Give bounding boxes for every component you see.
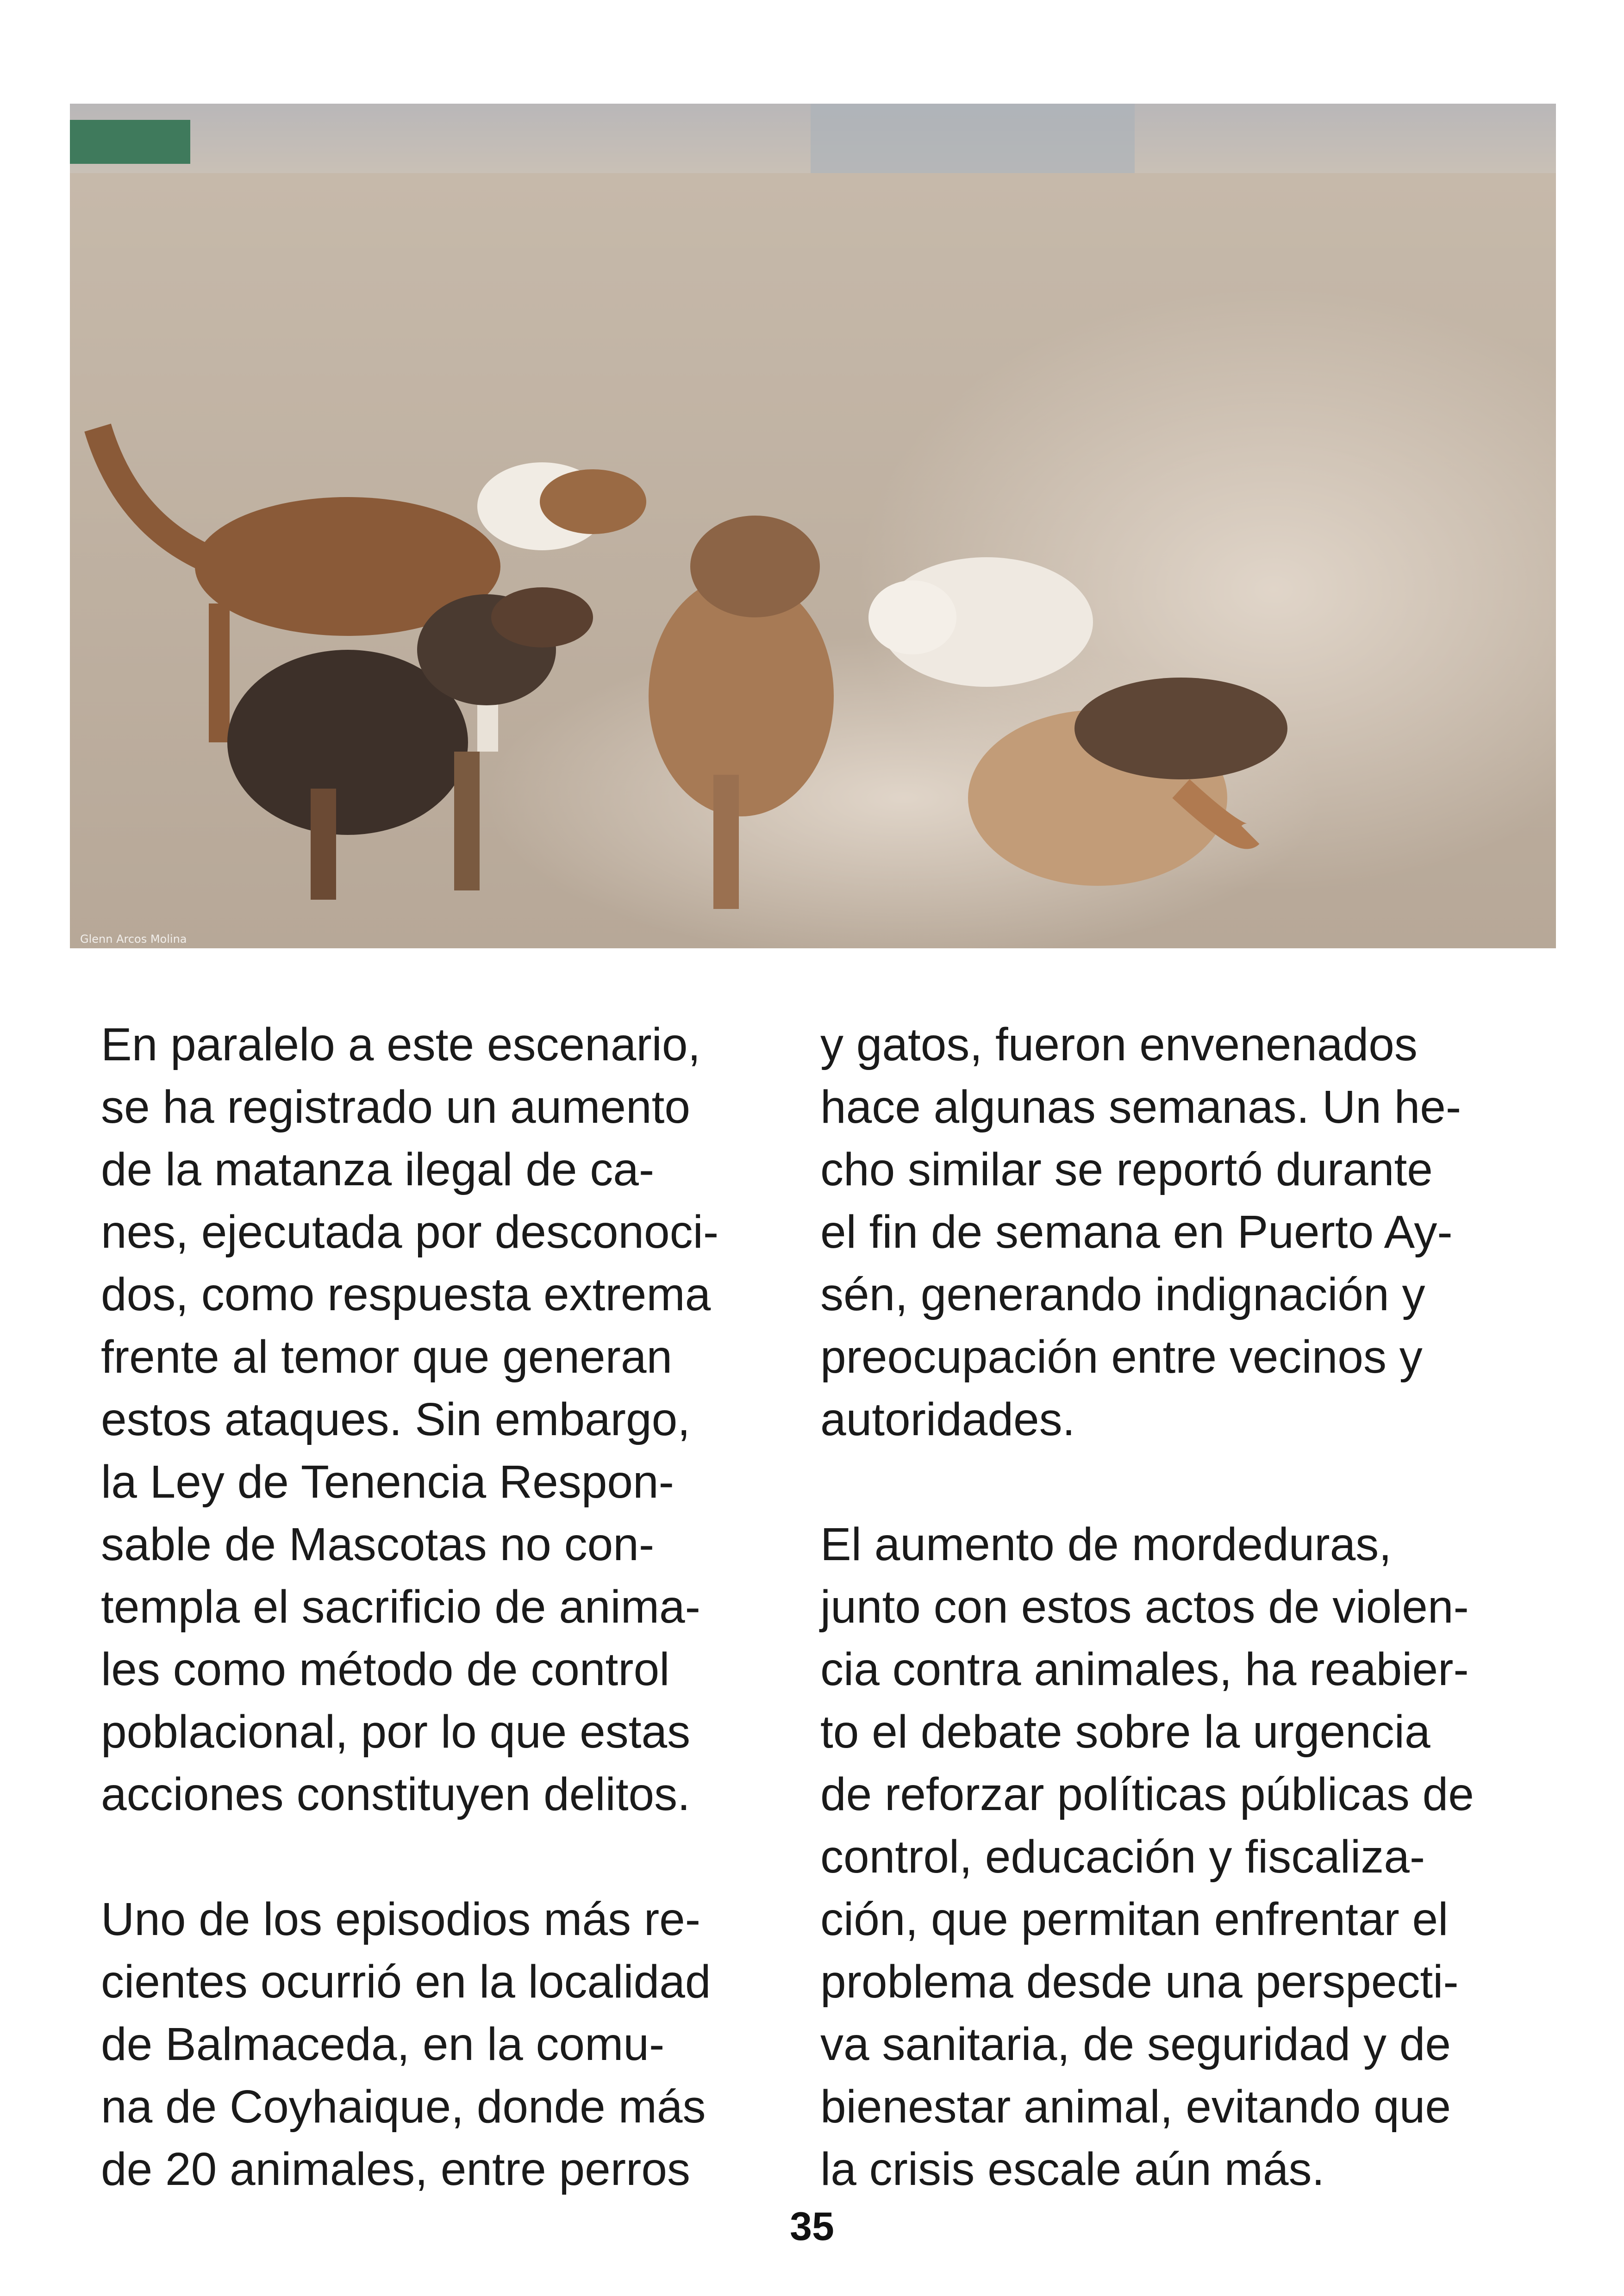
paragraph: [820, 1513, 1533, 2201]
text-line: la crisis escale aún más.: [820, 2143, 1325, 2195]
text-line: preocupación entre vecinos y: [820, 1331, 1423, 1383]
page-number: 35: [790, 2204, 834, 2249]
text-line: na de Coyhaique, donde más: [101, 2081, 706, 2133]
text-line: El aumento de mordeduras,: [820, 1518, 1392, 1570]
text-line: acciones constituyen delitos.: [101, 1768, 690, 1820]
text-line: control, educación y fiscaliza-: [820, 1831, 1425, 1883]
dog-fight-illustration: [70, 104, 1556, 948]
article-right-column: [820, 1014, 1533, 2201]
text-line: templa el sacrificio de anima-: [101, 1581, 700, 1633]
text-line: junto con estos actos de violen-: [820, 1581, 1469, 1633]
paragraph: [101, 1014, 814, 1826]
text-line: y gatos, fueron envenenados: [820, 1019, 1418, 1070]
text-line: cia contra animales, ha reabier-: [820, 1643, 1469, 1695]
text-line: la Ley de Tenencia Respon-: [101, 1456, 674, 1508]
text-line: En paralelo a este escenario,: [101, 1019, 701, 1070]
text-line: dos, como respuesta extrema: [101, 1269, 711, 1320]
text-line: poblacional, por lo que estas: [101, 1706, 691, 1758]
text-line: estos ataques. Sin embargo,: [101, 1394, 690, 1445]
paragraph: [820, 1014, 1533, 1451]
text-line: les como método de control: [101, 1643, 670, 1695]
text-line: problema desde una perspecti-: [820, 1956, 1459, 2008]
text-line: va sanitaria, de seguridad y de: [820, 2018, 1451, 2070]
article-left-column: [101, 1014, 814, 2201]
text-line: el fin de semana en Puerto Ay-: [820, 1206, 1453, 1258]
text-line: de Balmaceda, en la comu-: [101, 2018, 665, 2070]
text-line: cho similar se reportó durante: [820, 1144, 1433, 1195]
text-line: ción, que permitan enfrentar el: [820, 1893, 1449, 1945]
paragraph-gap: [820, 1451, 1533, 1513]
dog-fight-photo: [70, 104, 1556, 948]
text-line: to el debate sobre la urgencia: [820, 1706, 1430, 1758]
text-line: sable de Mascotas no con-: [101, 1518, 655, 1570]
text-line: hace algunas semanas. Un he-: [820, 1081, 1462, 1133]
text-line: autoridades.: [820, 1394, 1075, 1445]
text-line: de reforzar políticas públicas de: [820, 1768, 1474, 1820]
text-line: bienestar animal, evitando que: [820, 2081, 1451, 2133]
text-line: sén, generando indignación y: [820, 1269, 1425, 1320]
paragraph-gap: [101, 1826, 814, 1888]
text-line: de la matanza ilegal de ca-: [101, 1144, 655, 1195]
text-line: frente al temor que generan: [101, 1331, 673, 1383]
text-line: nes, ejecutada por desconoci-: [101, 1206, 719, 1258]
text-line: Uno de los episodios más re-: [101, 1893, 701, 1945]
paragraph: [101, 1888, 814, 2201]
text-line: se ha registrado un aumento: [101, 1081, 691, 1133]
text-line: de 20 animales, entre perros: [101, 2143, 690, 2195]
photo-credit: Glenn Arcos Molina: [80, 933, 187, 946]
text-line: cientes ocurrió en la localidad: [101, 1956, 711, 2008]
